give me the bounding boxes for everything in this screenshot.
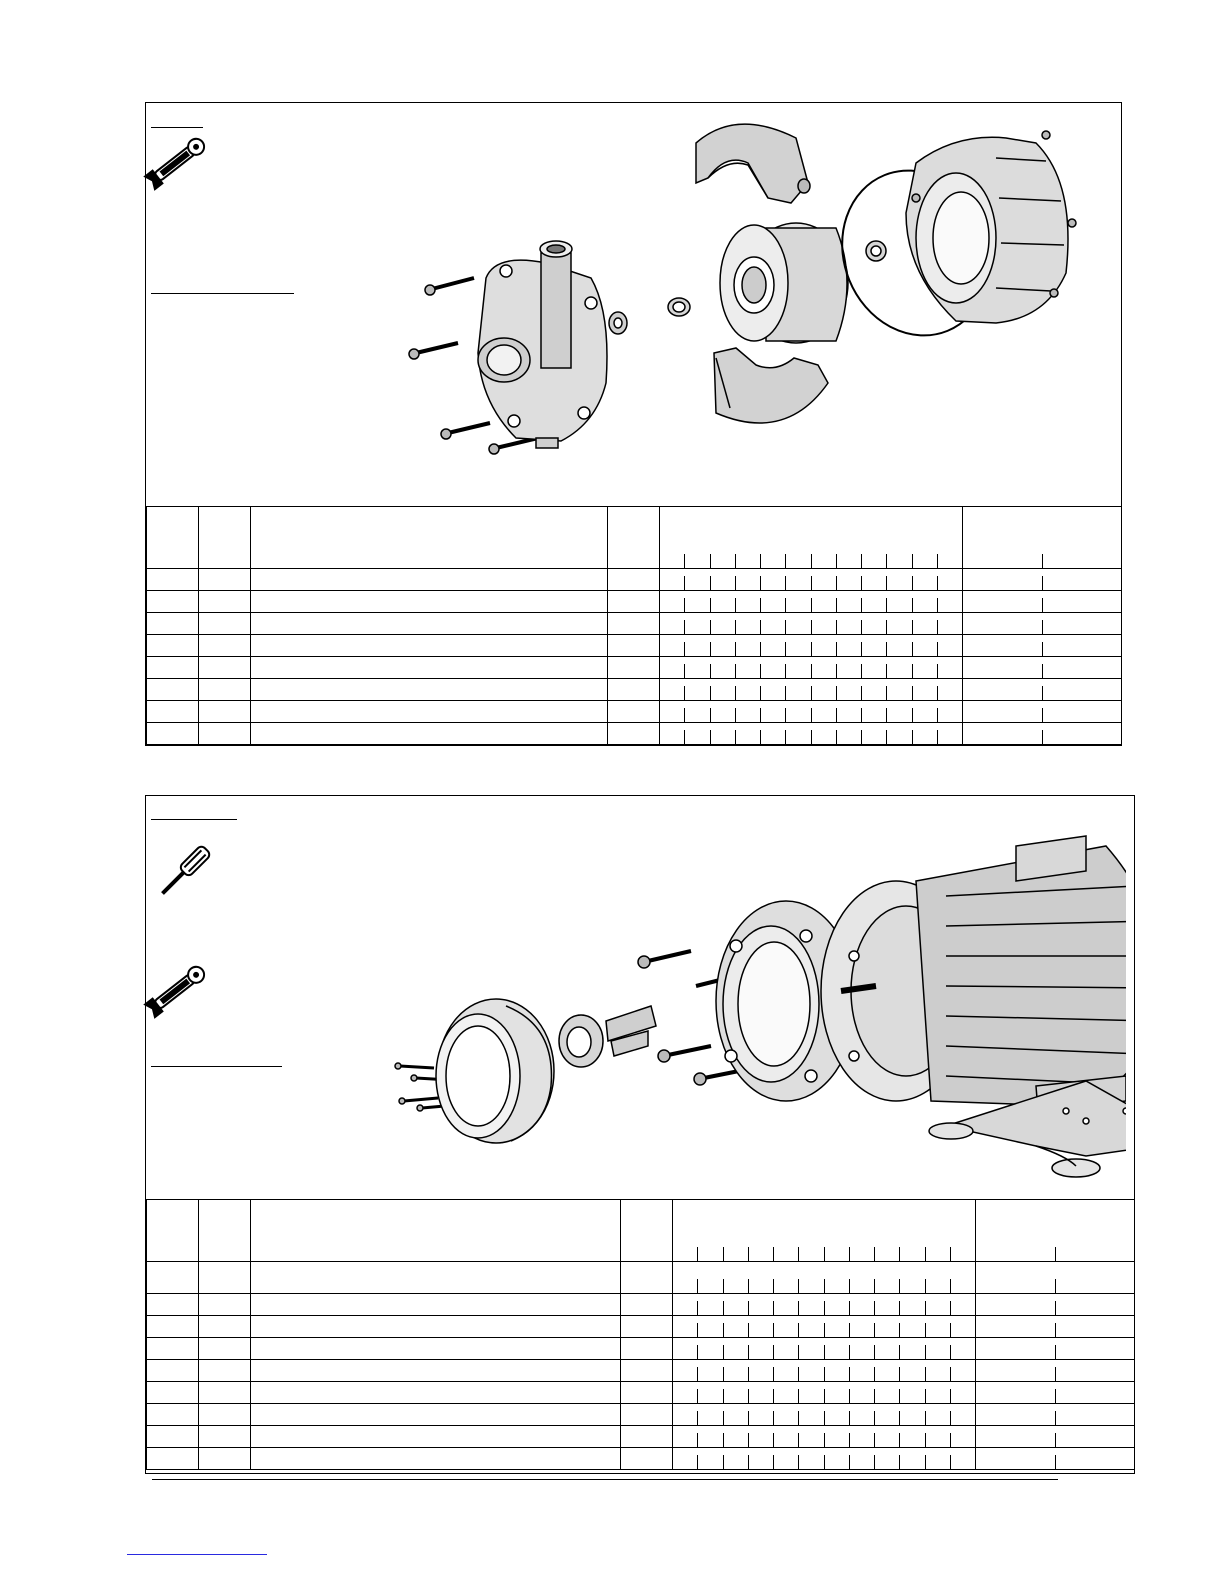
panel-heading-underline xyxy=(151,127,203,128)
impeller-nut xyxy=(609,312,627,334)
header-cell xyxy=(621,1200,673,1262)
header-cell xyxy=(608,507,660,569)
spacer xyxy=(866,241,886,261)
table-row xyxy=(147,1360,1135,1382)
bolt xyxy=(425,278,474,295)
bolt xyxy=(395,1063,434,1069)
panel-heading-underline xyxy=(151,819,237,820)
table-row xyxy=(147,701,1122,723)
header-cell xyxy=(199,507,251,569)
header-cell-order-columns xyxy=(963,507,1122,569)
lower-shell-half xyxy=(714,348,828,423)
table-row xyxy=(147,723,1122,745)
motor-assembly-exploded-panel xyxy=(145,795,1135,1474)
bolt xyxy=(399,1098,438,1104)
bolt xyxy=(409,343,458,359)
table-header-row xyxy=(147,1200,1135,1262)
bolt xyxy=(441,423,490,439)
table-row xyxy=(147,1448,1135,1470)
panel-subheading-underline xyxy=(151,1066,282,1067)
footer-link-underline[interactable] xyxy=(127,1554,267,1555)
table-row xyxy=(147,679,1122,701)
table-row xyxy=(147,1294,1135,1316)
coupling-hub xyxy=(559,1006,656,1067)
parts-table xyxy=(146,506,1122,745)
bolt xyxy=(489,438,538,454)
table-row xyxy=(147,1426,1135,1448)
pump-head-exploded-drawing xyxy=(396,103,1136,503)
motor-assembly-exploded-drawing xyxy=(386,826,1126,1196)
header-cell xyxy=(251,507,608,569)
table-row xyxy=(147,657,1122,679)
pump-casing xyxy=(478,241,607,448)
table-row xyxy=(147,1382,1135,1404)
screwdriver-icon xyxy=(148,838,218,908)
bolt xyxy=(638,951,691,968)
magnet-carrier xyxy=(720,223,848,343)
table-row xyxy=(147,1404,1135,1426)
header-cell xyxy=(147,507,199,569)
header-cell-order-columns xyxy=(976,1200,1135,1262)
wrench-icon xyxy=(138,961,216,1021)
wrench-icon xyxy=(138,133,216,193)
header-cell xyxy=(147,1200,199,1262)
table-row xyxy=(147,635,1122,657)
header-cell xyxy=(199,1200,251,1262)
parts-table xyxy=(146,1199,1135,1470)
outer-magnet-ring xyxy=(436,999,554,1143)
containment-housing xyxy=(906,131,1076,323)
table-row xyxy=(147,569,1122,591)
table-row xyxy=(147,1316,1135,1338)
header-cell-model-columns xyxy=(673,1200,976,1262)
bushing xyxy=(668,298,690,316)
upper-shell-half xyxy=(696,124,810,203)
panel-subheading-underline xyxy=(151,293,294,294)
footer-rule xyxy=(152,1479,1058,1480)
table-row xyxy=(147,591,1122,613)
table-header-row xyxy=(147,507,1122,569)
bolt xyxy=(658,1046,711,1062)
electric-motor xyxy=(821,836,1126,1111)
table-row xyxy=(147,1262,1135,1294)
header-cell xyxy=(251,1200,621,1262)
table-row xyxy=(147,1338,1135,1360)
pump-head-exploded-panel xyxy=(145,102,1122,746)
header-cell-model-columns xyxy=(660,507,963,569)
table-row xyxy=(147,613,1122,635)
